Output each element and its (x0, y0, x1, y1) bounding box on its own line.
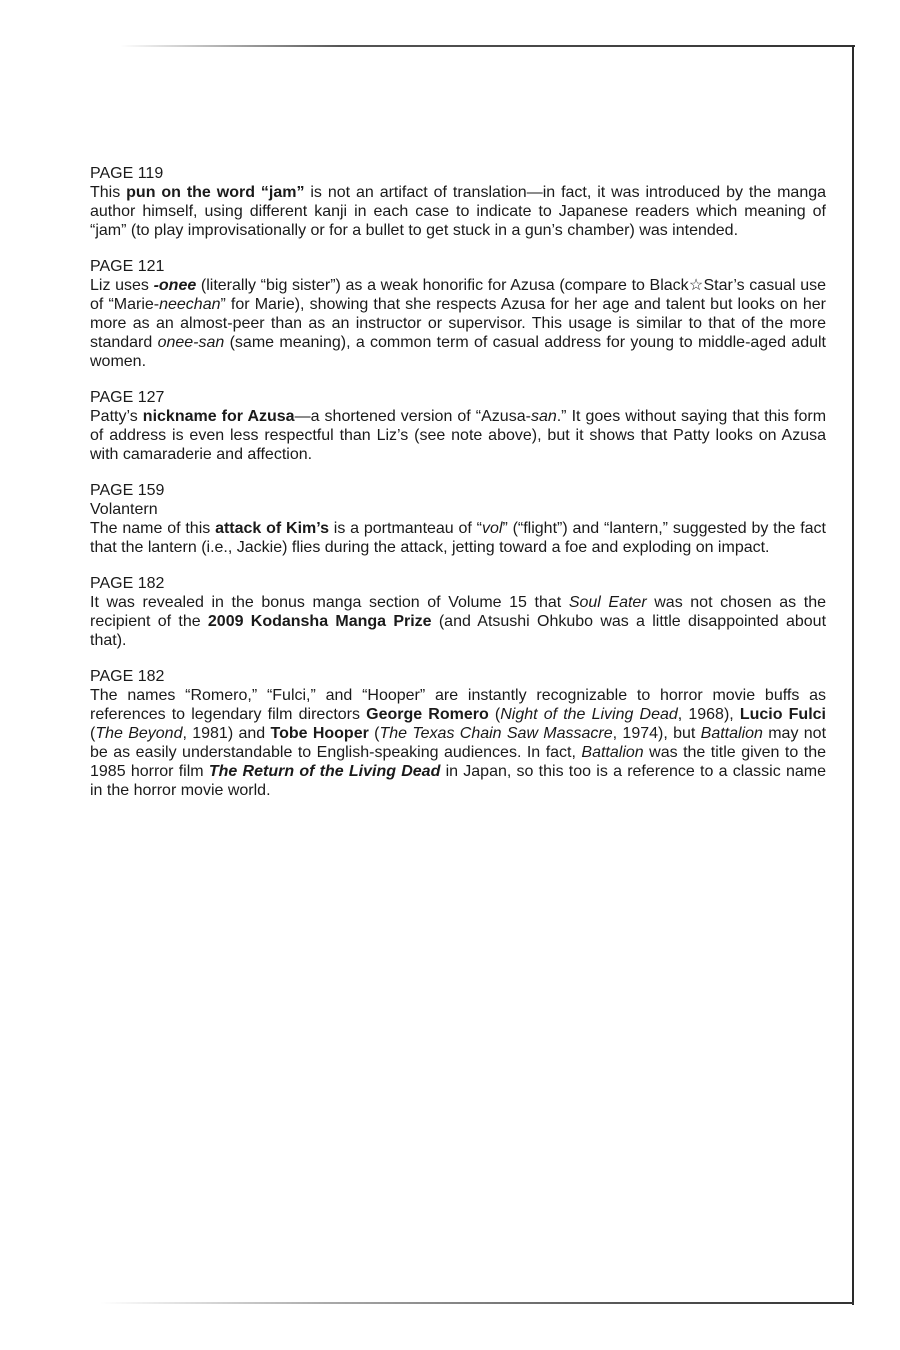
translation-notes (90, 164, 826, 817)
note-text: is not an artifact of translation—in fact, it was introduced by the manga author himself, using different kanji in each case to indicate to Japanese readers which meaning of “jam” (to play improvisationally or for a bullet to get stuck in a gun’s chamber) was intended. (90, 184, 827, 239)
note-text: (same meaning), a common term of casual address for young to middle-aged adult women. (90, 334, 826, 370)
note-text: , 1968), (677, 706, 740, 723)
note-text: was the title given to the 1985 horror film (90, 744, 826, 780)
note-text: may not be as easily understandable to English-speaking audiences. In fact, (90, 725, 827, 761)
note-page-header: PAGE 182 (90, 575, 165, 592)
emphasis-text: neechan (159, 296, 221, 313)
note-text: ” for Marie), showing that she respects Azusa for her age and talent but looks on her more as an almost-peer than as an instructor or supervisor. This usage is similar to that of the more standard (90, 296, 826, 351)
note-1 (90, 164, 826, 240)
note-page-header: PAGE 121 (90, 258, 165, 275)
emphasis-text: -onee (153, 277, 197, 294)
emphasis-text: Battalion (700, 725, 763, 742)
note-text: ( (488, 706, 501, 723)
note-text: It was revealed in the bonus manga section of Volume 15 that (90, 594, 569, 611)
emphasis-text: nickname for Azusa (142, 408, 295, 425)
note-text: —a shortened version of “Azusa- (294, 408, 531, 425)
note-text: ( (90, 725, 96, 742)
page-frame-bottom (100, 1302, 854, 1304)
emphasis-text: san (530, 408, 557, 425)
emphasis-text: Battalion (581, 744, 644, 761)
note-text: Liz uses (90, 277, 154, 294)
emphasis-text: vol (481, 520, 503, 537)
page-frame-right (852, 45, 854, 1305)
note-text: , 1981) and (182, 725, 271, 742)
emphasis-text: The Return of the Living Dead (208, 763, 441, 780)
note-text: , 1974), but (612, 725, 701, 742)
emphasis-text: pun on the word “jam” (126, 184, 305, 201)
note-5 (90, 574, 826, 650)
note-text: The name of this (90, 520, 216, 537)
emphasis-text: Lucio Fulci (739, 706, 826, 723)
note-2 (90, 257, 826, 371)
emphasis-text: Tobe Hooper (270, 725, 369, 742)
note-page-header: PAGE 159 (90, 482, 165, 499)
emphasis-text: attack of Kim’s (215, 520, 329, 537)
note-page-header: PAGE 127 (90, 389, 165, 406)
emphasis-text: onee-san (157, 334, 225, 351)
page-frame-top (120, 45, 855, 47)
note-subtitle: Volantern (90, 501, 158, 518)
note-6 (90, 667, 826, 800)
note-text: This (90, 184, 127, 201)
note-text: The names “Romero,” “Fulci,” and “Hooper” are instantly recognizable to horror movie buffs as references to legendary film directors (90, 687, 826, 723)
note-text: Patty’s (90, 408, 143, 425)
note-text: (and Atsushi Ohkubo was a little disappointed about that). (90, 613, 827, 649)
note-3 (90, 388, 826, 464)
emphasis-text: Night of the Living Dead (500, 706, 678, 723)
emphasis-text: George Romero (366, 706, 489, 723)
note-text: is a portmanteau of “ (329, 520, 482, 537)
note-text: (literally “big sister”) as a weak honorific for Azusa (compare to Black☆Star’s casual use of “Marie- (90, 277, 827, 313)
note-page-header: PAGE 119 (90, 165, 164, 182)
note-text: ” (“flight”) and “lantern,” suggested by the fact that the lantern (i.e., Jackie) flies during the attack, jetting toward a foe and exploding on impact. (90, 520, 826, 556)
note-4 (90, 481, 826, 557)
note-text: in Japan, so this too is a reference to a classic name in the horror movie world. (90, 763, 826, 799)
emphasis-text: The Texas Chain Saw Massacre (379, 725, 613, 742)
emphasis-text: 2009 Kodansha Manga Prize (207, 613, 432, 630)
note-page-header: PAGE 182 (90, 668, 165, 685)
note-text: was not chosen as the recipient of the (90, 594, 827, 630)
emphasis-text: Soul Eater (568, 594, 647, 611)
note-text: ( (368, 725, 380, 742)
emphasis-text: The Beyond (95, 725, 183, 742)
note-text: .” It goes without saying that this form of address is even less respectful than Liz’s (see note above), but it shows that Patty looks on Azusa with camaraderie and affection. (90, 408, 827, 463)
